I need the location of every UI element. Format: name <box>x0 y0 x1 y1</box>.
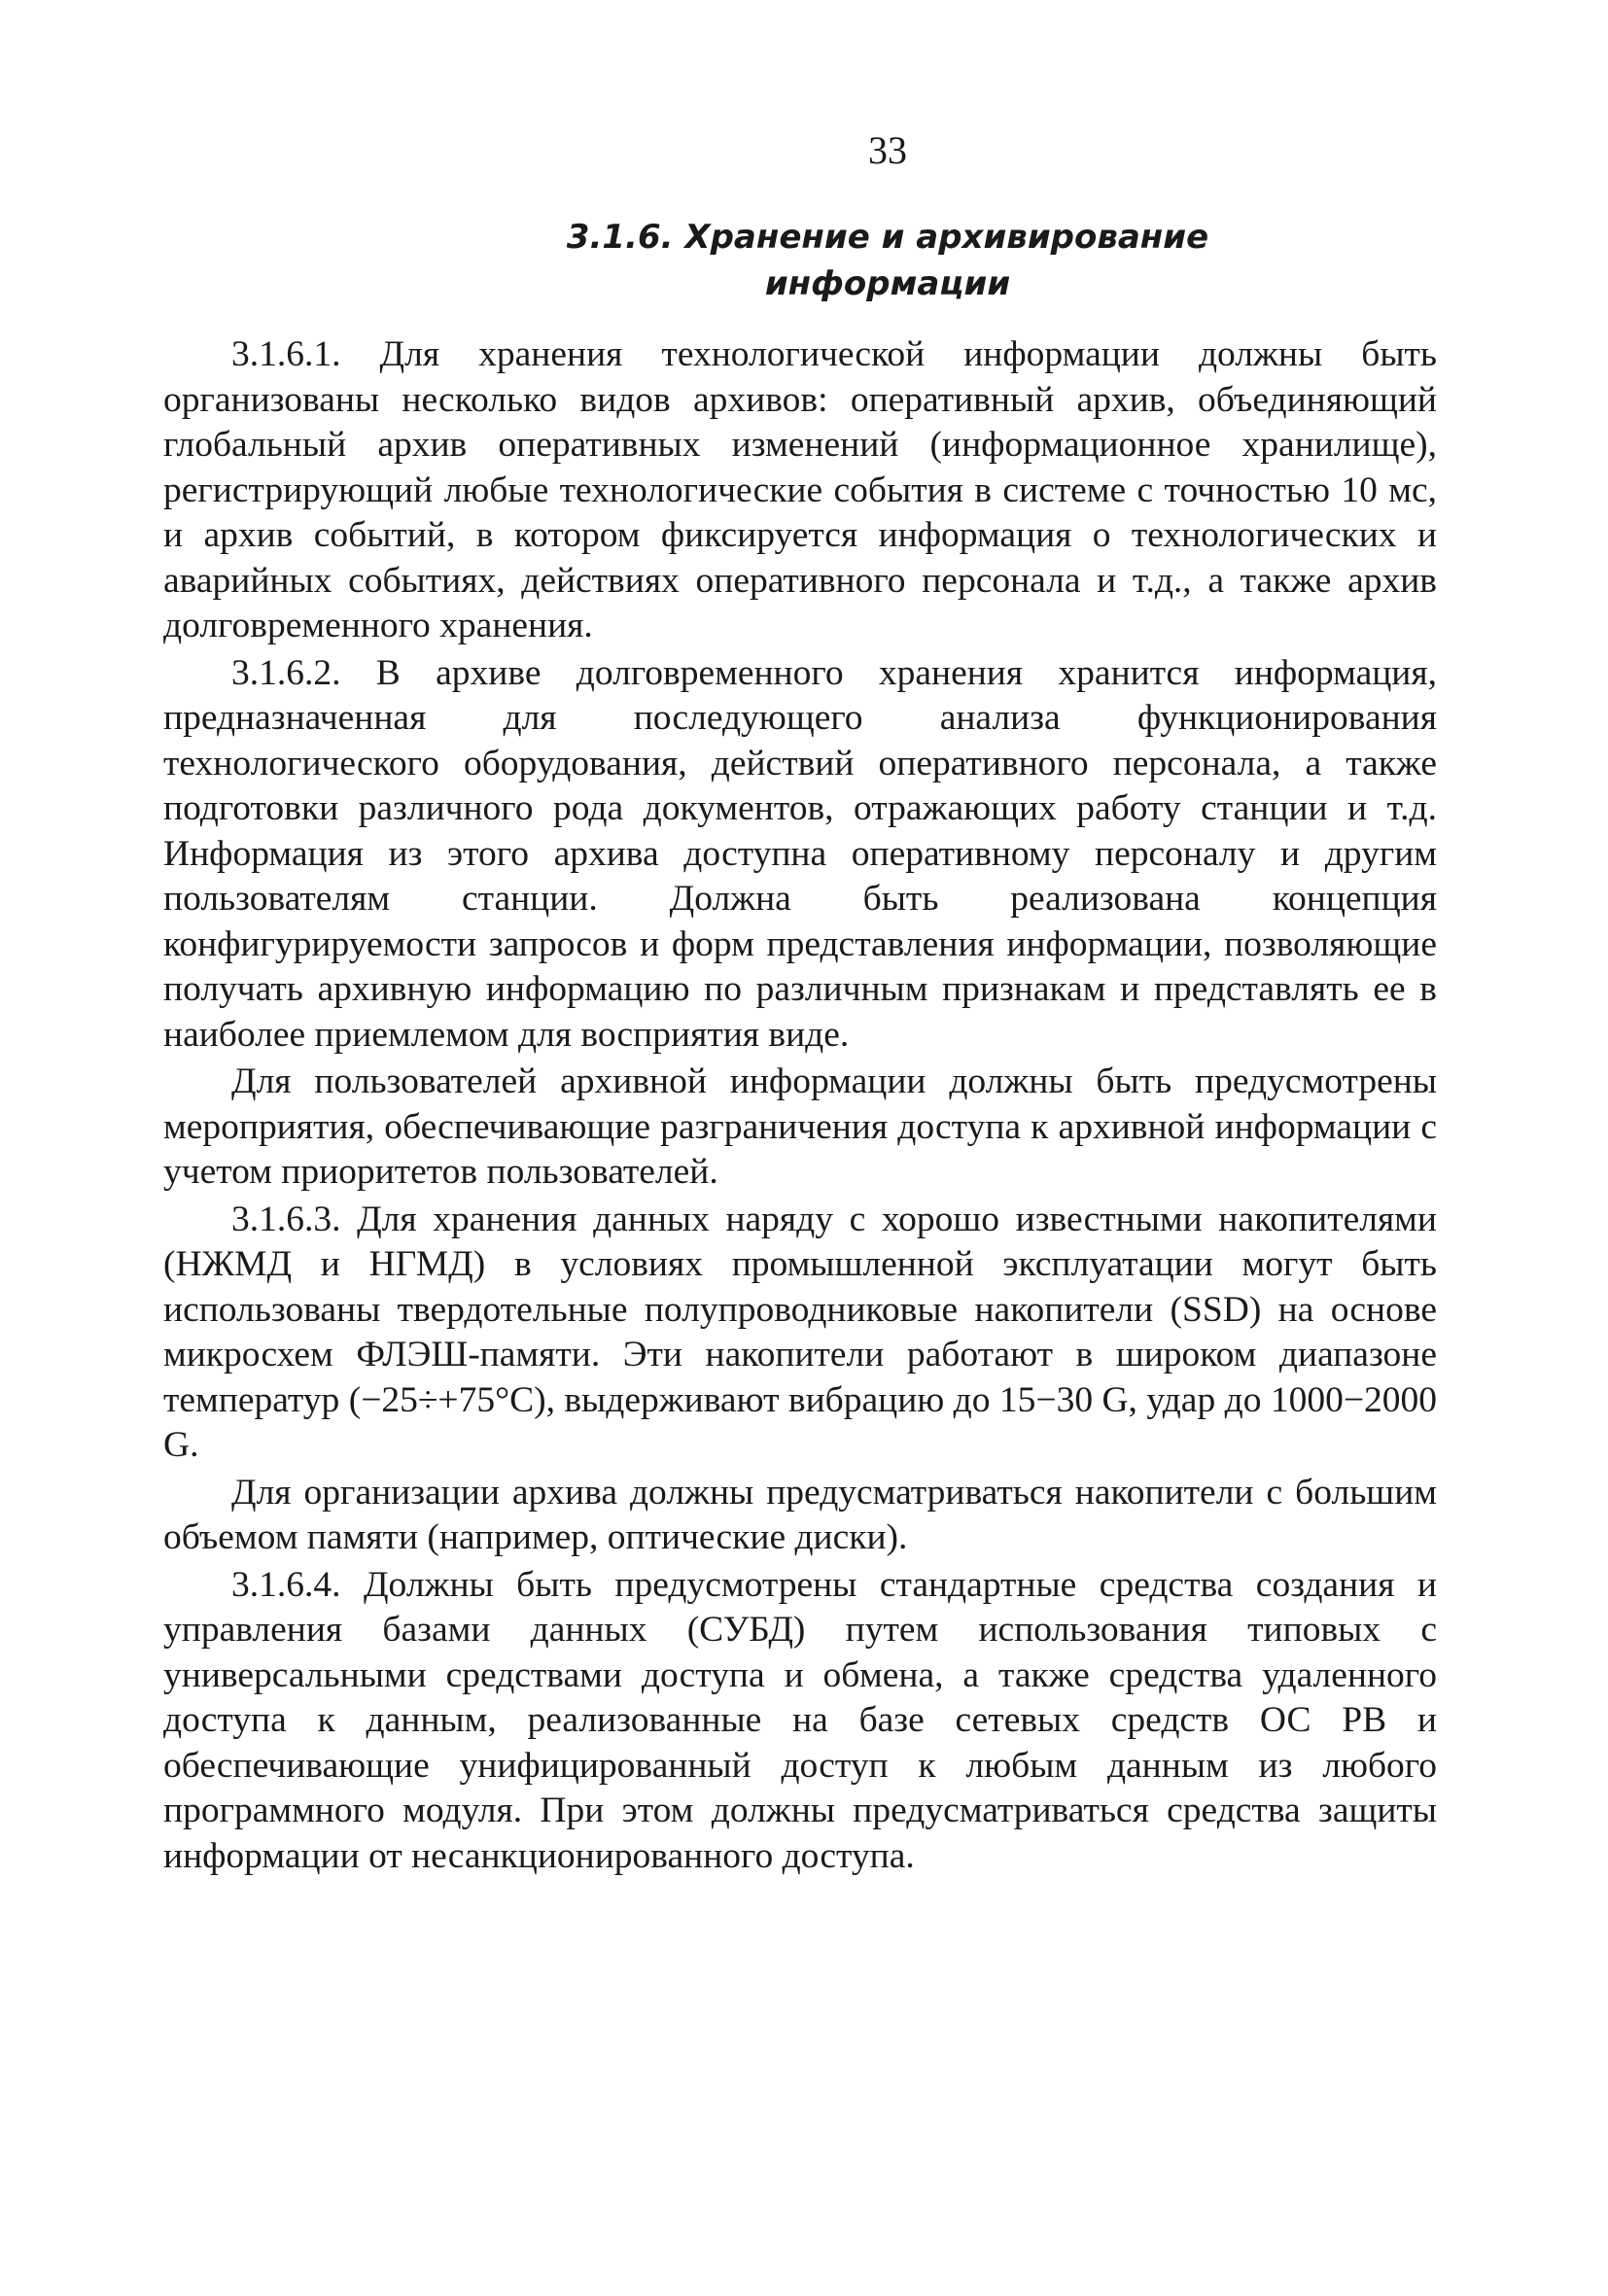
paragraph-3-1-6-4: 3.1.6.4. Должны быть предусмотрены стандартные средства создания и управления базами данных (СУБД) путем использования типовых с универсальными средствами доступа и обмена, а также средства удаленного доступа к данным, реализованные на базе сетевых средств ОС РВ и обеспечивающие унифицированный доступ к любым данным из любого программного модуля. При этом должны предусматриваться средства защиты информации от несанкционированного доступа. <box>163 1564 1437 1876</box>
paragraph-3-1-6-1: 3.1.6.1. Для хранения технологической информации должны быть организованы несколько видов архивов: оперативный архив, объединяющий глобальный архив оперативных изменений (информационное хранилище), регистрирующий любые технологические события в системе с точностью 10 мс, и архив событий, в котором фиксируется информация о технологических и аварийных событиях, действиях оперативного персонала и т.д., а также архив долговременного хранения. <box>163 334 1437 645</box>
paragraph-3-1-6-3: 3.1.6.3. Для хранения данных наряду с хорошо известными накопителями (НЖМД и НГМД) в условиях промышленной эксплуатации могут быть использованы твердотельные полупроводниковые накопители (SSD) на основе микросхем ФЛЭШ-памяти. Эти накопители работают в широком диапазоне температур (−25÷+75°C), выдерживают вибрацию до 15−30 G, удар до 1000−2000 G. <box>163 1199 1437 1465</box>
paragraph-access-control: Для пользователей архивной информации должны быть предусмотрены мероприятия, обеспечивающие разграничения доступа к архивной информации с учетом приоритетов пользователей. <box>163 1061 1437 1192</box>
paragraph-archive-storage: Для организации архива должны предусматриваться накопители с большим объемом памяти (например, оптические диски). <box>163 1472 1437 1557</box>
section-heading <box>163 214 1437 307</box>
paragraph-3-1-6-2: 3.1.6.2. В архиве долговременного хранения хранится информация, предназначенная для последующего анализа функционирования технологического оборудования, действий оперативного персонала, а также подготовки различного рода документов, отражающих работу станции и т.д. Информация из этого архива доступна оперативному персоналу и другим пользователям станции. Должна быть реализована концепция конфигурируемости запросов и форм представления информации, позволяющие получать архивную информацию по различным признакам и представлять ее в наиболее приемлемом для восприятия виде. <box>163 652 1437 1055</box>
section-heading-line-2: информации <box>764 264 1011 303</box>
page-number: 33 <box>868 128 907 172</box>
document-page <box>163 126 1437 1879</box>
section-heading-line-1: 3.1.6. Хранение и архивирование <box>566 218 1209 257</box>
